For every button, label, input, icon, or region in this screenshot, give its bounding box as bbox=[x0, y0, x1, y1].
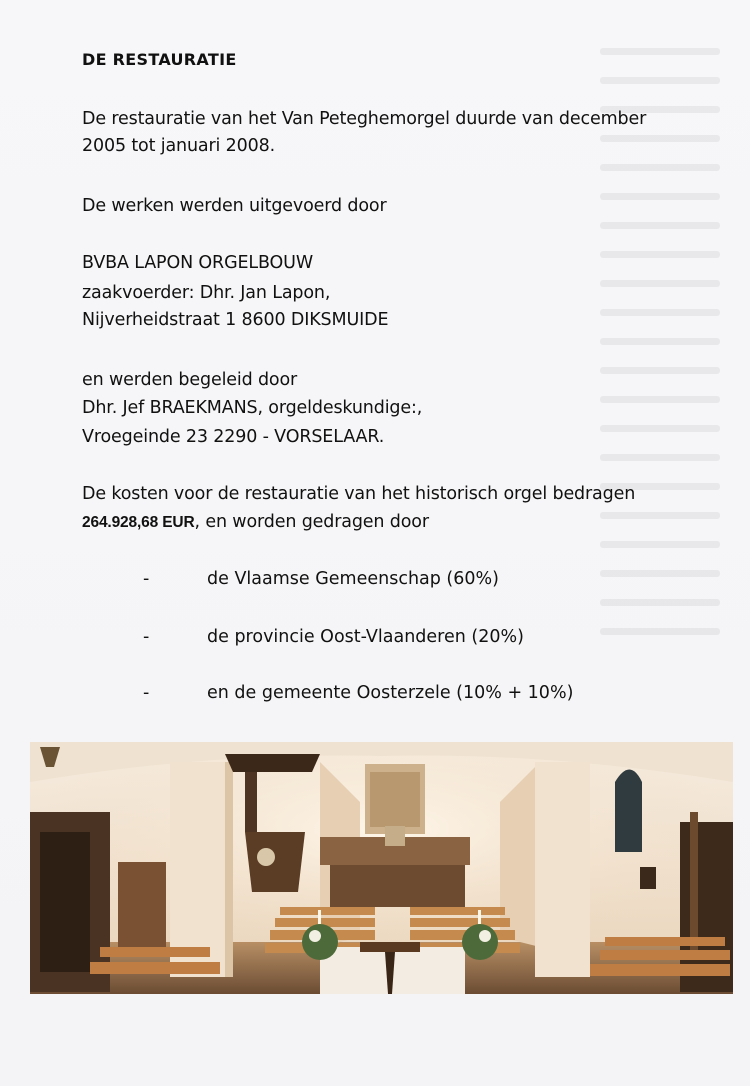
costs-line-2 bbox=[82, 510, 429, 535]
intro-line-2: 2005 tot januari 2008. bbox=[82, 136, 276, 156]
advisor-name: Dhr. Jef BRAEKMANS, orgeldeskundige:, bbox=[82, 398, 423, 418]
works-intro: De werken werden uitgevoerd door bbox=[82, 196, 387, 216]
funder-bullet: - bbox=[143, 569, 150, 589]
builder-address: Nijverheidstraat 1 8600 DIKSMUIDE bbox=[82, 310, 389, 330]
funder-item: de Vlaamse Gemeenschap (60%) bbox=[207, 569, 499, 589]
page-title: DE RESTAURATIE bbox=[82, 50, 237, 69]
costs-suffix: , en worden gedragen door bbox=[194, 512, 429, 532]
funder-bullet: - bbox=[143, 683, 150, 703]
funder-item: de provincie Oost-Vlaanderen (20%) bbox=[207, 627, 524, 647]
builder-manager: zaakvoerder: Dhr. Jan Lapon, bbox=[82, 283, 331, 303]
cost-amount: 264.928,68 EUR bbox=[82, 514, 195, 531]
advisor-address: Vroegeinde 23 2290 - VORSELAAR. bbox=[82, 427, 385, 447]
show-through-text bbox=[600, 48, 720, 698]
advisor-intro: en werden begeleid door bbox=[82, 370, 298, 390]
funder-bullet: - bbox=[143, 627, 150, 647]
intro-line-1: De restauratie van het Van Peteghemorgel duurde van december bbox=[82, 109, 647, 129]
funder-item: en de gemeente Oosterzele (10% + 10%) bbox=[207, 683, 574, 703]
church-interior-photo bbox=[30, 742, 733, 994]
costs-line-1: De kosten voor de restauratie van het historisch orgel bedragen bbox=[82, 484, 636, 504]
builder-name: BVBA LAPON ORGELBOUW bbox=[82, 253, 313, 273]
